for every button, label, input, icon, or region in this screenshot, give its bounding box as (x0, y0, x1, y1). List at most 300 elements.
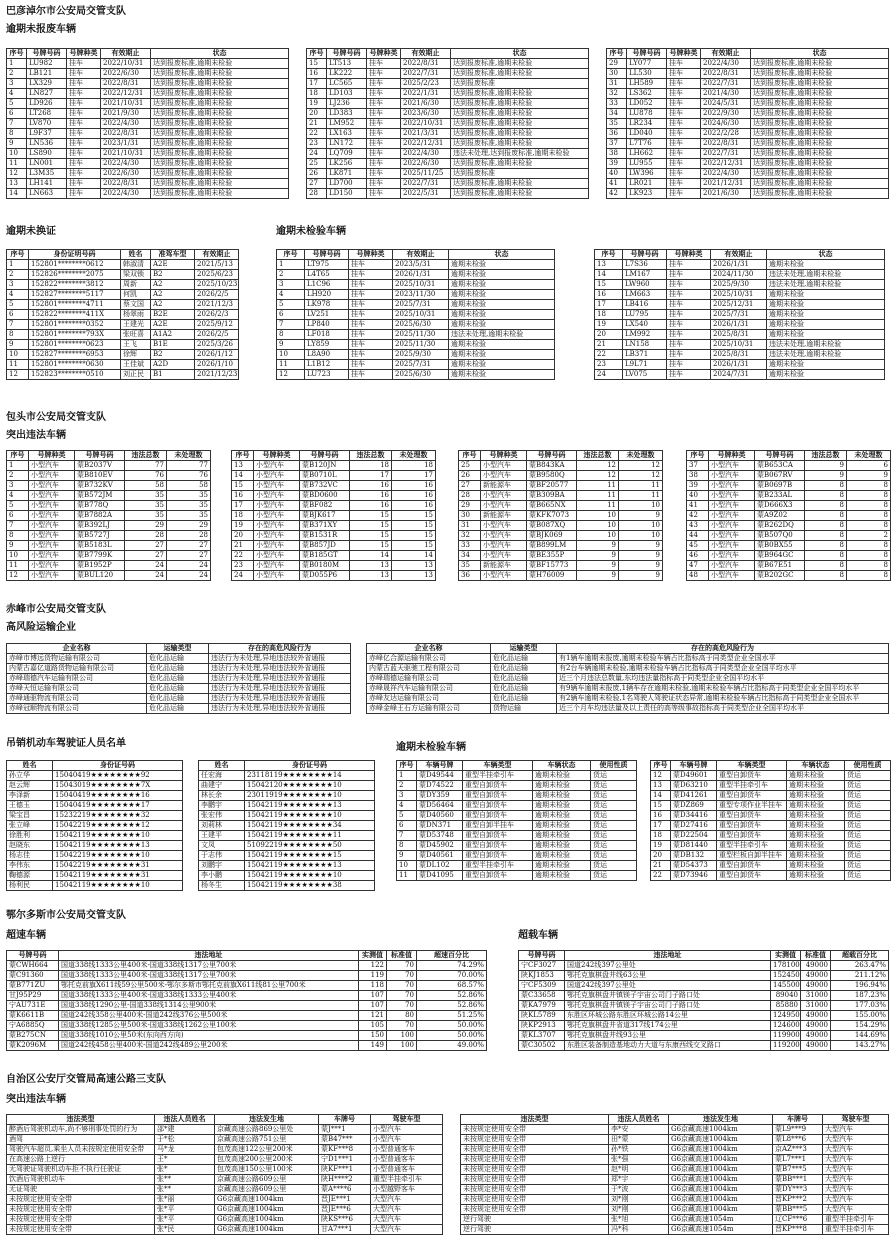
column-header: 车辆状态 (533, 761, 591, 771)
table-cell: 9 (619, 551, 663, 561)
table-cell: 152822********411X (29, 310, 121, 320)
table-cell: 货运 (845, 811, 891, 821)
table-cell: 饮酒后驾驶机动车 (7, 1175, 155, 1185)
table-cell: 挂车 (67, 129, 101, 139)
table-row (232, 501, 436, 511)
table-cell: 小型汽车 (481, 521, 527, 531)
table-cell: 9 (277, 340, 305, 350)
table-cell: 逾期未检验 (787, 841, 845, 851)
table-cell: 20 (307, 109, 327, 119)
table-cell: 2 (847, 531, 891, 541)
table-row (461, 1185, 889, 1195)
table-row (651, 851, 891, 861)
table-cell: LH141 (27, 179, 67, 189)
table-row (199, 771, 375, 781)
table-row (687, 571, 891, 581)
table-row (651, 831, 891, 841)
table-cell: 张** (155, 1175, 215, 1185)
table-cell: 陕KS***6 (319, 1215, 371, 1225)
table-row (199, 851, 375, 861)
table-cell: 15042119★★★★★★★★13 (245, 861, 375, 871)
table-cell: 蒙H76009 (527, 571, 577, 581)
heading-baotou: 包头市公安局交管支队 (6, 412, 106, 423)
table-cell: L7S36 (623, 260, 667, 270)
table-cell: 9 (619, 571, 663, 581)
table-cell: 35 (607, 119, 627, 129)
table-cell: 东胜区装备制造基地动力大道与东康西线交叉路口 (565, 1041, 771, 1051)
table-cell: 蒙KFK7073 (527, 511, 577, 521)
table-cell: 15 (392, 511, 436, 521)
table-cell: 王德玉 (7, 801, 53, 811)
table-cell: 王飞 (121, 340, 151, 350)
table-cell: 货运 (845, 861, 891, 871)
table-cell: 50.00% (417, 1031, 487, 1041)
table-cell: 逾期未检验 (533, 831, 591, 841)
table-cell: 2025/10/31 (393, 280, 449, 290)
table-cell: 违法未处理,达到报废标准,逾期未检验 (451, 149, 589, 159)
table-cell: 国道242线397公里处 (565, 981, 771, 991)
table-cell: 37 (607, 139, 627, 149)
table-cell: 挂车 (67, 109, 101, 119)
table-cell: 重型栏板自卸半挂车 (717, 851, 787, 861)
table-row (232, 551, 436, 561)
table-cell: 18 (651, 831, 671, 841)
table-cell: 达到报废标准 (451, 169, 589, 179)
table-header-row (397, 761, 637, 771)
table-cell: 23011919★★★★★★★★10 (245, 791, 375, 801)
table-cell: 小型汽车 (709, 511, 755, 521)
table-cell: 2025/9/12 (195, 320, 239, 330)
table-cell: 7 (7, 320, 29, 330)
table-cell: 21 (307, 119, 327, 129)
table-cell: 2021/4/30 (701, 89, 751, 99)
table-row (7, 1195, 443, 1205)
table-cell: 危化品运输 (147, 664, 209, 674)
table-cell: LK871 (327, 169, 367, 179)
table-row (7, 179, 289, 189)
table-cell: 蒙D49601 (671, 771, 717, 781)
table-cell: 未按规定使用安全带 (7, 1195, 155, 1205)
table-cell: 挂车 (367, 69, 401, 79)
table-cell: LB121 (27, 69, 67, 79)
table-cell: 58 (125, 481, 167, 491)
table-cell: 曲建宁 (199, 781, 245, 791)
table-cell: 危化品运输 (147, 694, 209, 704)
table-cell: 鄂托克旗棋盘井镇镁子宇宙公司门子路口处 (565, 1001, 771, 1011)
table-row (232, 521, 436, 531)
table-cell: 小型汽车 (709, 571, 755, 581)
table-cell: 重型自卸货车 (463, 791, 533, 801)
table-cell: 16 (595, 290, 623, 300)
table-cell: 2022/6/30 (101, 69, 151, 79)
table-cell: 国道242线358公里400米-国道242线376公里500米 (59, 1011, 359, 1021)
table-cell: 49000 (801, 1011, 831, 1021)
column-header: 有效期止 (195, 250, 239, 260)
table-row (7, 149, 289, 159)
table-cell: 2024/11/30 (711, 270, 767, 280)
table-cell: 蒙BE355P (527, 551, 577, 561)
table-row (7, 1175, 443, 1185)
table-cell: 包茂高速150公里100米 (215, 1165, 319, 1175)
table-cell: 逾期未检验 (787, 821, 845, 831)
table-row (232, 531, 436, 541)
table-cell: 小型汽车 (709, 461, 755, 471)
table-cell: 大型汽车 (823, 1155, 889, 1165)
table-cell: 51.25% (417, 1011, 487, 1021)
table-row (7, 1031, 487, 1041)
table-cell: 小型汽车 (709, 531, 755, 541)
table-cell: LH589 (627, 79, 667, 89)
column-header: 序号 (687, 451, 709, 461)
table-cell: 21 (232, 541, 254, 551)
table-cell: 挂车 (667, 189, 701, 199)
table-cell: 16 (350, 481, 392, 491)
table-row (651, 771, 891, 781)
table-cell: LH920 (305, 290, 349, 300)
table-cell: 10 (7, 350, 29, 360)
table-cell: 李鹏宇 (199, 801, 245, 811)
table-header-row (7, 951, 487, 961)
table-cell: 蒙B7***5 (773, 1165, 823, 1175)
table-cell: 2022/7/31 (401, 179, 451, 189)
table-cell: 蒙K6611B (7, 1011, 59, 1021)
table-cell: 小型汽车 (481, 491, 527, 501)
table-cell: 2025/10/31 (393, 310, 449, 320)
table-cell: 逆行驾驶 (461, 1215, 609, 1225)
table-cell: 张*丽 (155, 1195, 215, 1205)
table-cell: 2026/1/31 (393, 270, 449, 280)
table-cell: 未按规定使用安全带 (461, 1175, 609, 1185)
table-row (7, 821, 183, 831)
column-header: 违法人员姓名 (155, 1115, 215, 1125)
table-row (607, 79, 889, 89)
table-cell: 达到报废标准,逾期未检验 (151, 119, 289, 129)
table-cell: 8 (847, 561, 891, 571)
table-cell: 危化品运输 (147, 654, 209, 664)
table-cell: 蒙D49544 (417, 771, 463, 781)
heading-bayannur: 巴彦淖尔市公安局交管支队 (6, 6, 126, 17)
table-cell: 34 (607, 109, 627, 119)
table-cell: 蒙B732VC (300, 481, 350, 491)
table-cell: G6京藏高速1004km (669, 1205, 773, 1215)
table-cell: L9F37 (27, 129, 67, 139)
table-cell: 小型汽车 (254, 541, 300, 551)
table-cell: LK978 (305, 300, 349, 310)
table-cell: 143.27% (831, 1041, 889, 1051)
table-cell: 15 (392, 521, 436, 531)
table-cell: 蒙B7882A (75, 511, 125, 521)
column-header: 号牌号码 (305, 250, 349, 260)
table-row (199, 801, 375, 811)
table-row (7, 551, 211, 561)
table-cell: 22 (651, 871, 671, 881)
table-cell: 蒙D54373 (671, 861, 717, 871)
table-row (232, 461, 436, 471)
table-cell: 重型自卸货车 (717, 771, 787, 781)
table-cell: 挂车 (67, 159, 101, 169)
table-cell: 8 (805, 531, 847, 541)
table-cell: LK222 (327, 69, 367, 79)
column-header: 序号 (307, 49, 327, 59)
heading-highway-police: 自治区公安厅交管局高速公路三支队 (6, 1074, 166, 1085)
column-header: 号牌号码 (527, 451, 577, 461)
table-cell: 邵*建 (155, 1125, 215, 1135)
table-cell: 蒙BF20577 (527, 481, 577, 491)
table-cell: 蒙B309BA (527, 491, 577, 501)
table-cell: 58 (167, 481, 211, 491)
table-cell: 大型汽车 (371, 1205, 443, 1215)
table-cell: 蒙B371XY (300, 521, 350, 531)
table-cell: 11 (619, 491, 663, 501)
table-header-row (607, 49, 889, 59)
table-cell: LS890 (27, 149, 67, 159)
table-cell: LH662 (627, 149, 667, 159)
table-row (651, 841, 891, 851)
table-cell: 小型汽车 (709, 481, 755, 491)
table-cell: LS362 (627, 89, 667, 99)
table-cell: 24 (232, 571, 254, 581)
table-cell: 2 (397, 781, 417, 791)
table-row (607, 69, 889, 79)
table-cell: 2022/4/30 (701, 59, 751, 69)
table-cell: 挂车 (67, 169, 101, 179)
overdue-inspection-table-2 (594, 249, 885, 380)
table-cell: 违法未处理,逾期未检验 (767, 350, 885, 360)
table-cell: 8 (805, 481, 847, 491)
table-cell: 2026/1/31 (711, 260, 767, 270)
table-cell: 逾期未检验 (449, 350, 555, 360)
table-cell: LU795 (623, 310, 667, 320)
table-cell: 货运 (591, 801, 637, 811)
table-cell: 31 (459, 521, 481, 531)
overdue-scrap-table-1 (6, 48, 289, 199)
table-cell: 119900 (771, 1031, 801, 1041)
table-cell: 京藏高速公路869公里处 (215, 1125, 319, 1135)
table-cell: 货运 (591, 871, 637, 881)
table-cell: 重型半挂牵引车 (371, 1175, 443, 1185)
table-cell: 49000 (801, 1031, 831, 1041)
table-cell: 挂车 (667, 89, 701, 99)
table-cell: 10 (619, 531, 663, 541)
table-cell: 70 (387, 1001, 417, 1011)
table-cell: 38 (687, 471, 709, 481)
baotou-violation-table-3 (458, 450, 663, 581)
table-cell: 鄂托克前旗X611线59公里500米-鄂尔多斯市鄂托克前旗X611线81公里700米 (59, 981, 359, 991)
table-cell: 货运 (591, 851, 637, 861)
table-cell: 2022/6/30 (101, 169, 151, 179)
high-risk-company-table-2 (366, 643, 889, 714)
table-cell: 陕KL5789 (519, 1011, 565, 1021)
table-cell: 4 (277, 290, 305, 300)
column-header: 序号 (607, 49, 627, 59)
table-cell: 49000 (801, 1041, 831, 1051)
table-cell: 大型汽车 (371, 1225, 443, 1235)
table-cell: 挂车 (667, 350, 711, 360)
table-row (7, 330, 239, 340)
column-header: 违法类型 (7, 1115, 155, 1125)
table-row (459, 501, 663, 511)
table-cell: 赤峰晟祥汽车运输有限公司 (367, 684, 491, 694)
table-cell: 小型汽车 (29, 481, 75, 491)
table-cell: 逾期未检验 (533, 871, 591, 881)
table-cell: 蒙BJK069 (527, 531, 577, 541)
table-cell: 2025/9/30 (393, 350, 449, 360)
table-row (7, 674, 351, 684)
table-cell: 1 (277, 260, 305, 270)
table-cell: B2E (151, 310, 195, 320)
table-cell: 蒙B653CA (755, 461, 805, 471)
column-header: 序号 (459, 451, 481, 461)
table-cell: 29 (459, 501, 481, 511)
column-header: 号牌种类 (67, 49, 101, 59)
table-row (7, 189, 289, 199)
table-cell: 挂车 (349, 360, 393, 370)
table-cell: 酒驾 (7, 1135, 155, 1145)
table-row (687, 471, 891, 481)
table-cell: 在高速公路上逆行 (7, 1155, 155, 1165)
table-row (595, 270, 885, 280)
table-cell: 挂车 (667, 129, 701, 139)
table-cell: 达到报废标准,逾期未检验 (751, 129, 889, 139)
table-cell: 2025/6/30 (393, 320, 449, 330)
table-cell: 逾期未检验 (533, 801, 591, 811)
table-cell: LB371 (623, 350, 667, 360)
column-header: 身份证号码 (53, 761, 183, 771)
table-cell: 18 (595, 310, 623, 320)
table-cell: LD150 (327, 189, 367, 199)
column-header: 序号 (7, 451, 29, 461)
table-row (7, 139, 289, 149)
table-cell: 11 (7, 360, 29, 370)
table-cell: 达到报废标准,逾期未检验 (751, 189, 889, 199)
table-cell: 46 (687, 551, 709, 561)
table-cell: 鄂托克旗棋盘井线93公里 (565, 1031, 771, 1041)
table-cell: 刘*刚 (609, 1195, 669, 1205)
table-cell: LK923 (627, 189, 667, 199)
table-cell: 2025/3/26 (195, 340, 239, 350)
table-cell: 未按规定使用安全带 (461, 1205, 609, 1215)
table-row (519, 981, 889, 991)
table-cell: 违法未处理,逾期未检验 (767, 280, 885, 290)
table-cell: 挂车 (667, 179, 701, 189)
table-cell: LC565 (327, 79, 367, 89)
table-row (7, 119, 289, 129)
table-row (7, 771, 183, 781)
table-cell: 小型汽车 (371, 1125, 443, 1135)
table-cell: 蒙BD0600 (300, 491, 350, 501)
table-cell: G6京藏高速1004km (215, 1215, 319, 1225)
table-cell: 挂车 (667, 59, 701, 69)
table-cell: 154.29% (831, 1021, 889, 1031)
table-row (607, 129, 889, 139)
table-cell: 8 (7, 531, 29, 541)
table-row (607, 119, 889, 129)
table-cell: 挂车 (349, 280, 393, 290)
table-cell: L1C96 (305, 280, 349, 290)
table-cell: 8 (805, 541, 847, 551)
table-row (519, 1041, 889, 1051)
column-header: 有效期止 (101, 49, 151, 59)
column-header: 号牌种类 (349, 250, 393, 260)
table-cell: 2022/10/31 (101, 59, 151, 69)
table-cell: 辽CF***6 (773, 1215, 823, 1225)
table-row (7, 280, 239, 290)
table-cell: 2022/8/31 (101, 79, 151, 89)
column-header: 违法发生地 (215, 1115, 319, 1125)
heading-highway-violations: 突出违法车辆 (6, 1094, 66, 1105)
table-cell: 宁A6885Q (7, 1021, 59, 1031)
table-cell: 小型汽车 (29, 471, 75, 481)
table-cell: 逾期未检验 (767, 310, 885, 320)
table-cell: 152801********0630 (29, 360, 121, 370)
table-cell: 8 (805, 521, 847, 531)
table-cell: 王* (155, 1155, 215, 1165)
column-header: 号牌号码 (7, 951, 59, 961)
table-cell: 未按规定使用安全带 (461, 1135, 609, 1145)
table-cell: 74.29% (417, 961, 487, 971)
table-row (307, 89, 589, 99)
table-cell: 达到报废标准,逾期未检验 (451, 139, 589, 149)
table-cell: 挂车 (667, 159, 701, 169)
table-cell: 52.86% (417, 1001, 487, 1011)
table-cell: 32 (459, 531, 481, 541)
column-header: 超速百分比 (417, 951, 487, 961)
table-cell: 34 (459, 551, 481, 561)
table-cell: 货运 (591, 861, 637, 871)
table-cell: 挂车 (367, 149, 401, 159)
table-cell: 18 (392, 461, 436, 471)
column-header: 有效期止 (401, 49, 451, 59)
table-cell: 2022/4/30 (701, 169, 751, 179)
table-cell: 100 (387, 1031, 417, 1041)
heading-high-risk: 高风险运输企业 (6, 622, 76, 633)
table-row (651, 791, 891, 801)
table-cell: LT268 (27, 109, 67, 119)
table-row (459, 571, 663, 581)
table-cell: 3 (277, 280, 305, 290)
table-row (595, 360, 885, 370)
overdue-scrap-table-2 (306, 48, 589, 199)
table-cell: 9 (577, 561, 619, 571)
highway-violation-table-2 (460, 1114, 889, 1235)
column-header: 有效期止 (393, 250, 449, 260)
table-cell: 44 (687, 531, 709, 541)
table-cell: 逾期未检验 (787, 791, 845, 801)
overdue-inspection-table-1 (276, 249, 555, 380)
table-cell: 小型汽车 (29, 531, 75, 541)
table-row (7, 571, 211, 581)
table-cell: 达到报废标准,逾期未检验 (751, 69, 889, 79)
table-cell: 达到报废标准,逾期未检验 (751, 79, 889, 89)
column-header: 未处理数 (392, 451, 436, 461)
table-row (199, 831, 375, 841)
table-cell: 12 (577, 471, 619, 481)
table-cell: 152801********0352 (29, 320, 121, 330)
table-cell: 徐胜利 (7, 831, 53, 841)
table-cell: 京藏高速公路751公里 (215, 1135, 319, 1145)
table-cell: 危化品运输 (147, 684, 209, 694)
table-cell: G6京藏高速1004km (669, 1195, 773, 1205)
column-header: 超载百分比 (831, 951, 889, 961)
table-cell: 李*安 (609, 1125, 669, 1135)
table-cell: 2021/12/3 (195, 300, 239, 310)
table-row (459, 461, 663, 471)
table-cell: 蒙B7799K (75, 551, 125, 561)
table-cell: 挂车 (367, 139, 401, 149)
table-row (461, 1165, 889, 1175)
table-cell: LM663 (623, 290, 667, 300)
table-row (459, 521, 663, 531)
